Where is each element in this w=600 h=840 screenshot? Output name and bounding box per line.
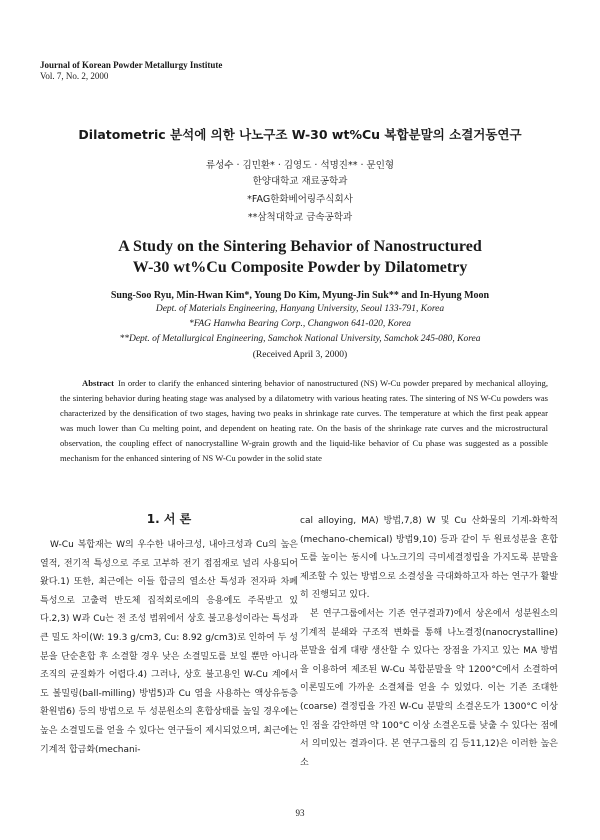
journal-header [40,60,222,82]
body-paragraph: W-Cu 복합재는 W의 우수한 내아크성, 내아크성과 Cu의 높은 열적, 전기적 특성으로 주로 고부하 전기 접점재로 널리 사용되어 왔다.1) 또한, 최근에는 이들 합금의 열소산 특성과 전자파 차폐 특성으로 고출력 반도체 집적회로에의 응용에도 주목받고 있다.2,3) W과 Cu는 전 조성 범위에서 상호 불고용성이라는 특성과 큰 밀도 차이(W: 19.3 g/cm3, Cu: 8.92 g/cm3)로 인하여 두 성분을 단순혼합 후 소결할 경우 낮은 소결밀도를 보일 뿐만 아니라 조직의 균질화가 어렵다.4) 그러나, 상호 불고용인 W-Cu 계에서도 볼밀링(ball-milling) 방법5)과 Cu 염을 사용하는 액상유동층 환원법6) 등의 방법으로 두 성분원소의 혼합상태를 높일 경우에는 높은 소결밀도를 얻을 수 있다는 연구들이 제시되었으며, 최근에는 기계적 합금화(mechani- [40,540,298,755]
received-date: (Received April 3, 2000) [252,350,348,360]
body-paragraph: 본 연구그룹에서는 기존 연구결과7)에서 상온에서 성분원소의 기계적 분쇄와 구조적 변화를 통해 나노결정(nanocrystalline) 분말을 쉽게 대량 생산할 수 있다는 장점을 가지고 있는 MA 방법을 이용하여 제조된 W-Cu 복합분말을 약 1200°C에서 소결하여 이론밀도에 가까운 소결체를 얻을 수 있었다. 이는 기존 조대한(coarse) 결정립을 가진 W-Cu 분말의 소결온도가 1300°C 이상인 점을 감안하면 약 100°C 이상 소결온도를 낮출 수 있다는 점에서 의미있는 결과이다. 본 연구그룹의 김 등11,12)은 이러한 높은 소 [300,608,558,768]
korean-authors: 류성수 · 김민환* · 김영도 · 석명진** · 문인형 [205,160,395,171]
english-affiliation-2: *FAG Hanwha Bearing Corp., Changwon 641-020, Korea [189,319,411,329]
korean-affiliation-3: **삼척대학교 금속공학과 [247,212,353,223]
body-paragraph: cal alloying, MA) 방법,7,8) W 및 Cu 산화물의 기계-화학적(mechano-chemical) 방법9,10) 등과 같이 두 원료성분을 혼합도를 높이는 동시에 나노크기의 극미세결정립을 가지도록 분말을 제조할 수 있는 방법으로 소결성을 극대화하고자 하는 연구가 활발히 진행되고 있다. [300,516,558,601]
korean-affiliation-1: 한양대학교 재료공학과 [252,176,348,187]
journal-volume: Vol. 7, No. 2, 2000 [40,71,109,81]
abstract-text: In order to clarify the enhanced sintering behavior of nanostructured (NS) W-Cu powder prepared by mechanical alloying, the sintering behavior during heating stage was analysed by a dilatometry with various heating rates. The sintering of NS W-Cu powders was characterized by the densification of two stages, having two peaks in shrinkage rate curves. The temperature at which the first peak appear was much lower than Cu melting point, and dependent on heating rate. On the basis of the shrinkage rate curves and the microstructural observation, the coupling effect of nanocrystalline W-grain growth and the liquid-like behavior of Cu phase was suggested as a possible mechanism for the enhanced sintering of NS W-Cu powder in the solid state [60,378,548,463]
english-title-line-1: A Study on the Sintering Behavior of Nanostructured [118,238,482,255]
abstract [60,376,548,466]
journal-name: Journal of Korean Powder Metallurgy Institute [40,60,223,70]
english-title-line-2: W-30 wt%Cu Composite Powder by Dilatometry [132,259,468,276]
section-heading: 1. 서 론 [146,512,192,526]
body-column-right [300,512,558,772]
korean-affiliation-2: *FAG한화베어링주식회사 [247,194,353,205]
english-title [0,236,600,278]
page-number: 93 [295,808,305,818]
korean-title: Dilatometric 분석에 의한 나노구조 W-30 wt%Cu 복합분말의 소결거동연구 [78,127,522,142]
abstract-label: Abstract [82,378,114,388]
body-column-left [40,510,298,759]
english-authors: Sung-Soo Ryu, Min-Hwan Kim*, Young Do Kim, Myung-Jin Suk** and In-Hyung Moon [110,290,490,301]
english-affiliation-3: **Dept. of Metallurgical Engineering, Samchok National University, Samchok 245-080, Korea [119,334,481,344]
english-affiliation-1: Dept. of Materials Engineering, Hanyang University, Seoul 133-791, Korea [155,304,445,314]
